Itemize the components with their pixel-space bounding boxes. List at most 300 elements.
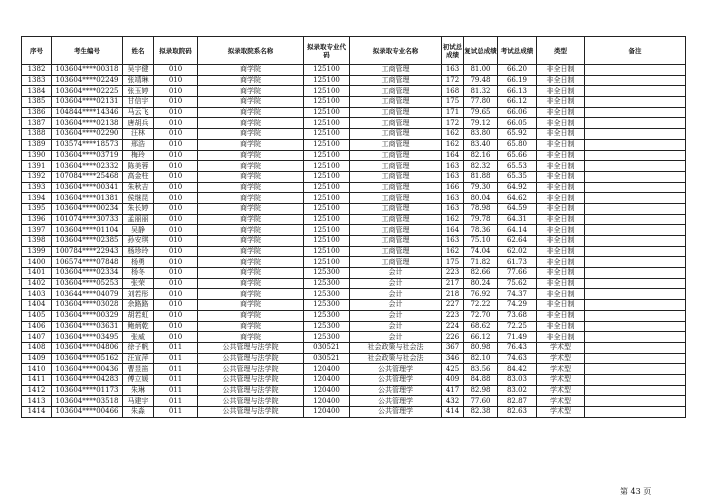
cell-dept-code: 010 bbox=[154, 118, 198, 129]
cell-major-name: 会计 bbox=[350, 310, 442, 321]
cell-dept-name: 商学院 bbox=[198, 171, 304, 182]
cell-prelim-score: 414 bbox=[442, 407, 464, 418]
cell-total-score: 82.63 bbox=[498, 407, 537, 418]
cell-exam-id: 103604****02385 bbox=[52, 236, 123, 247]
cell-type: 非全日制 bbox=[537, 310, 585, 321]
cell-retest-score: 74.04 bbox=[464, 246, 498, 257]
cell-retest-score: 81.00 bbox=[464, 65, 498, 76]
cell-remark bbox=[585, 407, 686, 418]
cell-exam-id: 103604****00436 bbox=[52, 364, 123, 375]
cell-exam-id: 100784****22943 bbox=[52, 246, 123, 257]
cell-seq: 1404 bbox=[22, 300, 52, 311]
cell-type: 非全日制 bbox=[537, 214, 585, 225]
cell-dept-name: 商学院 bbox=[198, 75, 304, 86]
cell-major-name: 工商管理 bbox=[350, 246, 442, 257]
cell-major-name: 工商管理 bbox=[350, 193, 442, 204]
cell-major-name: 工商管理 bbox=[350, 139, 442, 150]
cell-prelim-score: 346 bbox=[442, 353, 464, 364]
cell-remark bbox=[585, 203, 686, 214]
column-header: 拟录取专业名称 bbox=[350, 37, 442, 65]
cell-major-code: 125300 bbox=[304, 321, 350, 332]
cell-seq: 1414 bbox=[22, 407, 52, 418]
cell-remark bbox=[585, 332, 686, 343]
cell-exam-id: 103604****01104 bbox=[52, 225, 123, 236]
cell-name: 朱淼 bbox=[123, 407, 154, 418]
cell-total-score: 61.73 bbox=[498, 257, 537, 268]
cell-total-score: 77.66 bbox=[498, 268, 537, 279]
cell-prelim-score: 175 bbox=[442, 97, 464, 108]
cell-name: 邢浩 bbox=[123, 139, 154, 150]
table-row bbox=[22, 300, 686, 311]
cell-type: 非全日制 bbox=[537, 278, 585, 289]
cell-remark bbox=[585, 75, 686, 86]
cell-exam-id: 103604****02290 bbox=[52, 129, 123, 140]
cell-seq: 1391 bbox=[22, 161, 52, 172]
cell-major-name: 会计 bbox=[350, 332, 442, 343]
cell-seq: 1411 bbox=[22, 374, 52, 385]
cell-retest-score: 82.10 bbox=[464, 353, 498, 364]
cell-retest-score: 78.98 bbox=[464, 203, 498, 214]
cell-total-score: 62.02 bbox=[498, 246, 537, 257]
cell-remark bbox=[585, 171, 686, 182]
cell-major-code: 120400 bbox=[304, 364, 350, 375]
cell-major-name: 工商管理 bbox=[350, 203, 442, 214]
cell-seq: 1396 bbox=[22, 214, 52, 225]
table-row bbox=[22, 246, 686, 257]
table-row bbox=[22, 353, 686, 364]
cell-dept-code: 010 bbox=[154, 65, 198, 76]
cell-name: 梅玲 bbox=[123, 150, 154, 161]
cell-remark bbox=[585, 246, 686, 257]
cell-name: 孙安琪 bbox=[123, 236, 154, 247]
cell-major-name: 工商管理 bbox=[350, 236, 442, 247]
table-row bbox=[22, 75, 686, 86]
table-row bbox=[22, 268, 686, 279]
cell-seq: 1412 bbox=[22, 385, 52, 396]
cell-name: 杨冬 bbox=[123, 268, 154, 279]
cell-name: 杨珍玲 bbox=[123, 246, 154, 257]
cell-exam-id: 106574****07848 bbox=[52, 257, 123, 268]
cell-name: 鲍炳乾 bbox=[123, 321, 154, 332]
cell-retest-score: 68.62 bbox=[464, 321, 498, 332]
cell-major-code: 125100 bbox=[304, 246, 350, 257]
cell-type: 学术型 bbox=[537, 374, 585, 385]
cell-remark bbox=[585, 257, 686, 268]
cell-name: 马建宇 bbox=[123, 396, 154, 407]
cell-type: 非全日制 bbox=[537, 86, 585, 97]
cell-total-score: 74.63 bbox=[498, 353, 537, 364]
cell-major-code: 125100 bbox=[304, 139, 350, 150]
cell-dept-name: 商学院 bbox=[198, 236, 304, 247]
table-row bbox=[22, 236, 686, 247]
cell-retest-score: 72.22 bbox=[464, 300, 498, 311]
cell-remark bbox=[585, 150, 686, 161]
cell-type: 非全日制 bbox=[537, 150, 585, 161]
cell-major-code: 125300 bbox=[304, 278, 350, 289]
cell-type: 非全日制 bbox=[537, 225, 585, 236]
cell-dept-name: 公共管理与法学院 bbox=[198, 385, 304, 396]
cell-remark bbox=[585, 289, 686, 300]
cell-dept-code: 010 bbox=[154, 161, 198, 172]
cell-remark bbox=[585, 161, 686, 172]
cell-dept-code: 010 bbox=[154, 236, 198, 247]
column-header: 考生编号 bbox=[52, 37, 123, 65]
admission-list-table bbox=[21, 36, 686, 418]
cell-major-code: 125100 bbox=[304, 97, 350, 108]
cell-retest-score: 77.80 bbox=[464, 97, 498, 108]
cell-prelim-score: 164 bbox=[442, 225, 464, 236]
cell-major-name: 工商管理 bbox=[350, 171, 442, 182]
cell-remark bbox=[585, 300, 686, 311]
table-body bbox=[22, 65, 686, 418]
cell-dept-name: 公共管理与法学院 bbox=[198, 342, 304, 353]
cell-exam-id: 103604****02249 bbox=[52, 75, 123, 86]
cell-major-name: 公共管理学 bbox=[350, 407, 442, 418]
table-row bbox=[22, 396, 686, 407]
page-number: 第 43 页 bbox=[620, 487, 652, 496]
cell-type: 学术型 bbox=[537, 385, 585, 396]
cell-major-name: 公共管理学 bbox=[350, 364, 442, 375]
cell-name: 余路路 bbox=[123, 300, 154, 311]
cell-name: 侯继昆 bbox=[123, 193, 154, 204]
cell-prelim-score: 171 bbox=[442, 107, 464, 118]
cell-dept-code: 010 bbox=[154, 332, 198, 343]
cell-major-code: 125100 bbox=[304, 171, 350, 182]
cell-major-code: 125100 bbox=[304, 193, 350, 204]
cell-exam-id: 103604****04806 bbox=[52, 342, 123, 353]
cell-dept-code: 010 bbox=[154, 289, 198, 300]
cell-dept-name: 商学院 bbox=[198, 118, 304, 129]
cell-seq: 1394 bbox=[22, 193, 52, 204]
cell-name: 吴宇健 bbox=[123, 65, 154, 76]
cell-prelim-score: 163 bbox=[442, 203, 464, 214]
cell-name: 高金柱 bbox=[123, 171, 154, 182]
cell-total-score: 64.31 bbox=[498, 214, 537, 225]
cell-total-score: 82.87 bbox=[498, 396, 537, 407]
cell-name: 张玉婷 bbox=[123, 86, 154, 97]
cell-type: 学术型 bbox=[537, 342, 585, 353]
cell-exam-id: 103604****00466 bbox=[52, 407, 123, 418]
cell-remark bbox=[585, 342, 686, 353]
cell-exam-id: 103604****05253 bbox=[52, 278, 123, 289]
cell-prelim-score: 168 bbox=[442, 86, 464, 97]
cell-retest-score: 83.56 bbox=[464, 364, 498, 375]
cell-dept-name: 公共管理与法学院 bbox=[198, 374, 304, 385]
cell-dept-name: 公共管理与法学院 bbox=[198, 407, 304, 418]
cell-prelim-score: 417 bbox=[442, 385, 464, 396]
cell-name: 唐胡兵 bbox=[123, 118, 154, 129]
cell-prelim-score: 223 bbox=[442, 310, 464, 321]
cell-total-score: 74.37 bbox=[498, 289, 537, 300]
cell-prelim-score: 409 bbox=[442, 374, 464, 385]
cell-retest-score: 80.04 bbox=[464, 193, 498, 204]
table-row bbox=[22, 171, 686, 182]
cell-dept-name: 商学院 bbox=[198, 182, 304, 193]
cell-major-code: 125300 bbox=[304, 310, 350, 321]
cell-name: 张荣 bbox=[123, 278, 154, 289]
cell-total-score: 65.35 bbox=[498, 171, 537, 182]
cell-major-code: 125100 bbox=[304, 214, 350, 225]
cell-name: 徐子帆 bbox=[123, 342, 154, 353]
cell-exam-id: 103604****00234 bbox=[52, 203, 123, 214]
cell-exam-id: 103604****02332 bbox=[52, 161, 123, 172]
cell-seq: 1408 bbox=[22, 342, 52, 353]
cell-name: 汪宣萍 bbox=[123, 353, 154, 364]
cell-major-name: 工商管理 bbox=[350, 182, 442, 193]
cell-retest-score: 66.12 bbox=[464, 332, 498, 343]
table-row bbox=[22, 342, 686, 353]
cell-prelim-score: 218 bbox=[442, 289, 464, 300]
cell-type: 非全日制 bbox=[537, 65, 585, 76]
cell-major-name: 工商管理 bbox=[350, 97, 442, 108]
cell-dept-name: 商学院 bbox=[198, 193, 304, 204]
column-header: 序号 bbox=[22, 37, 52, 65]
column-header: 拟录取专业代码 bbox=[304, 37, 350, 65]
cell-seq: 1387 bbox=[22, 118, 52, 129]
table-header-row bbox=[22, 37, 686, 65]
cell-prelim-score: 163 bbox=[442, 161, 464, 172]
cell-major-name: 工商管理 bbox=[350, 150, 442, 161]
cell-name: 马云飞 bbox=[123, 107, 154, 118]
cell-major-code: 125100 bbox=[304, 107, 350, 118]
cell-total-score: 64.62 bbox=[498, 193, 537, 204]
cell-prelim-score: 172 bbox=[442, 75, 464, 86]
cell-total-score: 83.02 bbox=[498, 385, 537, 396]
cell-dept-code: 010 bbox=[154, 193, 198, 204]
cell-exam-id: 103604****00329 bbox=[52, 310, 123, 321]
cell-dept-name: 商学院 bbox=[198, 278, 304, 289]
table-row bbox=[22, 289, 686, 300]
cell-remark bbox=[585, 310, 686, 321]
cell-seq: 1406 bbox=[22, 321, 52, 332]
cell-prelim-score: 162 bbox=[442, 139, 464, 150]
cell-prelim-score: 367 bbox=[442, 342, 464, 353]
cell-prelim-score: 163 bbox=[442, 193, 464, 204]
cell-dept-code: 010 bbox=[154, 257, 198, 268]
cell-seq: 1388 bbox=[22, 129, 52, 140]
cell-major-name: 公共管理学 bbox=[350, 385, 442, 396]
cell-retest-score: 80.24 bbox=[464, 278, 498, 289]
cell-retest-score: 79.12 bbox=[464, 118, 498, 129]
cell-type: 非全日制 bbox=[537, 257, 585, 268]
cell-major-name: 工商管理 bbox=[350, 107, 442, 118]
cell-major-code: 120400 bbox=[304, 407, 350, 418]
table-row bbox=[22, 257, 686, 268]
cell-major-code: 125100 bbox=[304, 236, 350, 247]
cell-seq: 1395 bbox=[22, 203, 52, 214]
cell-prelim-score: 162 bbox=[442, 214, 464, 225]
cell-major-code: 125100 bbox=[304, 86, 350, 97]
cell-remark bbox=[585, 193, 686, 204]
cell-type: 非全日制 bbox=[537, 97, 585, 108]
cell-seq: 1383 bbox=[22, 75, 52, 86]
cell-major-name: 公共管理学 bbox=[350, 396, 442, 407]
cell-seq: 1405 bbox=[22, 310, 52, 321]
cell-dept-name: 商学院 bbox=[198, 332, 304, 343]
table-row bbox=[22, 385, 686, 396]
cell-type: 学术型 bbox=[537, 396, 585, 407]
table-row bbox=[22, 225, 686, 236]
cell-retest-score: 79.48 bbox=[464, 75, 498, 86]
table-row bbox=[22, 364, 686, 375]
cell-exam-id: 103604****04283 bbox=[52, 374, 123, 385]
cell-dept-code: 010 bbox=[154, 310, 198, 321]
cell-total-score: 83.03 bbox=[498, 374, 537, 385]
cell-retest-score: 79.78 bbox=[464, 214, 498, 225]
column-header: 拟录取院码 bbox=[154, 37, 198, 65]
cell-exam-id: 103604****02138 bbox=[52, 118, 123, 129]
cell-remark bbox=[585, 139, 686, 150]
cell-type: 非全日制 bbox=[537, 300, 585, 311]
cell-major-name: 工商管理 bbox=[350, 214, 442, 225]
cell-remark bbox=[585, 353, 686, 364]
cell-exam-id: 103604****05162 bbox=[52, 353, 123, 364]
cell-type: 非全日制 bbox=[537, 289, 585, 300]
table-row bbox=[22, 161, 686, 172]
cell-dept-name: 商学院 bbox=[198, 107, 304, 118]
cell-type: 非全日制 bbox=[537, 268, 585, 279]
table-row bbox=[22, 97, 686, 108]
cell-exam-id: 103604****03028 bbox=[52, 300, 123, 311]
cell-retest-score: 83.80 bbox=[464, 129, 498, 140]
cell-remark bbox=[585, 396, 686, 407]
cell-prelim-score: 172 bbox=[442, 118, 464, 129]
cell-seq: 1399 bbox=[22, 246, 52, 257]
cell-retest-score: 77.60 bbox=[464, 396, 498, 407]
cell-total-score: 65.92 bbox=[498, 129, 537, 140]
cell-dept-name: 商学院 bbox=[198, 225, 304, 236]
cell-seq: 1413 bbox=[22, 396, 52, 407]
cell-retest-score: 79.30 bbox=[464, 182, 498, 193]
cell-major-name: 会计 bbox=[350, 278, 442, 289]
cell-remark bbox=[585, 374, 686, 385]
cell-dept-code: 010 bbox=[154, 150, 198, 161]
cell-name: 朱琳 bbox=[123, 385, 154, 396]
cell-major-code: 125100 bbox=[304, 161, 350, 172]
cell-name: 张威 bbox=[123, 332, 154, 343]
cell-remark bbox=[585, 268, 686, 279]
cell-major-code: 125100 bbox=[304, 150, 350, 161]
cell-prelim-score: 166 bbox=[442, 182, 464, 193]
cell-major-name: 工商管理 bbox=[350, 129, 442, 140]
cell-type: 非全日制 bbox=[537, 321, 585, 332]
cell-exam-id: 103604****03631 bbox=[52, 321, 123, 332]
cell-remark bbox=[585, 97, 686, 108]
cell-type: 非全日制 bbox=[537, 171, 585, 182]
cell-exam-id: 103604****01173 bbox=[52, 385, 123, 396]
cell-dept-code: 011 bbox=[154, 385, 198, 396]
cell-name: 傅立媛 bbox=[123, 374, 154, 385]
cell-dept-name: 商学院 bbox=[198, 214, 304, 225]
cell-major-code: 125300 bbox=[304, 289, 350, 300]
cell-dept-code: 010 bbox=[154, 107, 198, 118]
cell-retest-score: 78.36 bbox=[464, 225, 498, 236]
cell-dept-code: 010 bbox=[154, 225, 198, 236]
cell-major-name: 工商管理 bbox=[350, 86, 442, 97]
cell-remark bbox=[585, 385, 686, 396]
cell-remark bbox=[585, 364, 686, 375]
cell-seq: 1407 bbox=[22, 332, 52, 343]
cell-dept-name: 商学院 bbox=[198, 129, 304, 140]
cell-total-score: 62.64 bbox=[498, 236, 537, 247]
cell-remark bbox=[585, 236, 686, 247]
cell-seq: 1410 bbox=[22, 364, 52, 375]
cell-remark bbox=[585, 118, 686, 129]
cell-dept-code: 010 bbox=[154, 278, 198, 289]
cell-exam-id: 103604****03495 bbox=[52, 332, 123, 343]
cell-major-code: 125100 bbox=[304, 203, 350, 214]
cell-dept-code: 010 bbox=[154, 321, 198, 332]
cell-type: 非全日制 bbox=[537, 193, 585, 204]
cell-dept-name: 公共管理与法学院 bbox=[198, 353, 304, 364]
table-row bbox=[22, 107, 686, 118]
cell-type: 非全日制 bbox=[537, 246, 585, 257]
cell-major-code: 125100 bbox=[304, 65, 350, 76]
cell-remark bbox=[585, 214, 686, 225]
cell-major-name: 会计 bbox=[350, 321, 442, 332]
cell-prelim-score: 163 bbox=[442, 236, 464, 247]
cell-dept-name: 商学院 bbox=[198, 289, 304, 300]
cell-retest-score: 72.70 bbox=[464, 310, 498, 321]
table-row bbox=[22, 310, 686, 321]
cell-seq: 1392 bbox=[22, 171, 52, 182]
cell-retest-score: 82.66 bbox=[464, 268, 498, 279]
cell-total-score: 66.05 bbox=[498, 118, 537, 129]
cell-prelim-score: 163 bbox=[442, 65, 464, 76]
cell-type: 非全日制 bbox=[537, 332, 585, 343]
cell-dept-code: 010 bbox=[154, 182, 198, 193]
cell-prelim-score: 163 bbox=[442, 171, 464, 182]
cell-prelim-score: 223 bbox=[442, 268, 464, 279]
cell-retest-score: 79.65 bbox=[464, 107, 498, 118]
table-row bbox=[22, 182, 686, 193]
cell-major-name: 工商管理 bbox=[350, 65, 442, 76]
cell-type: 非全日制 bbox=[537, 139, 585, 150]
cell-dept-code: 010 bbox=[154, 268, 198, 279]
cell-prelim-score: 224 bbox=[442, 321, 464, 332]
cell-major-code: 120400 bbox=[304, 374, 350, 385]
cell-prelim-score: 226 bbox=[442, 332, 464, 343]
cell-exam-id: 103604****00318 bbox=[52, 65, 123, 76]
cell-prelim-score: 175 bbox=[442, 257, 464, 268]
cell-major-name: 工商管理 bbox=[350, 161, 442, 172]
column-header: 考试总成绩 bbox=[498, 37, 537, 65]
cell-major-code: 120400 bbox=[304, 385, 350, 396]
cell-seq: 1409 bbox=[22, 353, 52, 364]
cell-major-name: 会计 bbox=[350, 289, 442, 300]
cell-total-score: 75.62 bbox=[498, 278, 537, 289]
cell-dept-name: 商学院 bbox=[198, 310, 304, 321]
cell-prelim-score: 425 bbox=[442, 364, 464, 375]
table-row bbox=[22, 332, 686, 343]
cell-dept-code: 011 bbox=[154, 342, 198, 353]
cell-seq: 1398 bbox=[22, 236, 52, 247]
cell-major-code: 125100 bbox=[304, 129, 350, 140]
cell-total-score: 64.92 bbox=[498, 182, 537, 193]
cell-exam-id: 103604****02131 bbox=[52, 97, 123, 108]
cell-major-name: 社会政策与社会法 bbox=[350, 342, 442, 353]
cell-major-name: 社会政策与社会法 bbox=[350, 353, 442, 364]
cell-exam-id: 103644****04079 bbox=[52, 289, 123, 300]
cell-dept-name: 商学院 bbox=[198, 257, 304, 268]
cell-dept-name: 商学院 bbox=[198, 300, 304, 311]
cell-dept-code: 011 bbox=[154, 407, 198, 418]
cell-dept-code: 010 bbox=[154, 246, 198, 257]
cell-seq: 1397 bbox=[22, 225, 52, 236]
cell-dept-name: 商学院 bbox=[198, 161, 304, 172]
cell-remark bbox=[585, 225, 686, 236]
cell-total-score: 66.20 bbox=[498, 65, 537, 76]
